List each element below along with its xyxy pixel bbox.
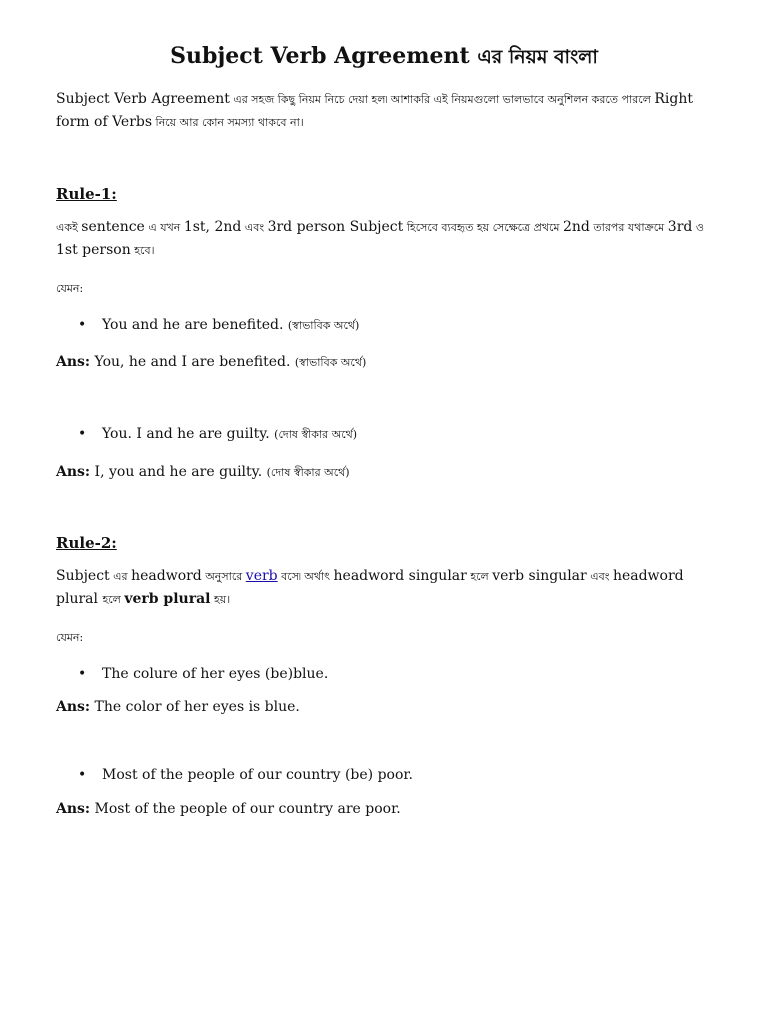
r1-text: হবে। [130,244,155,257]
r1-text: হিসেবে ব্যবহৃত হয় সেক্ষেত্রে প্রথমে [403,221,563,234]
answer-text: Most of the people of our country are poor. [94,801,401,817]
r2-text: হলে [466,570,493,583]
r1-text: এ যখন [144,221,184,234]
answer-text: The color of her eyes is blue. [94,699,300,715]
rule-1-answer-1 [56,351,366,374]
r1-text: এবং [241,221,268,234]
answer-text: You, he and I are benefited. [94,354,291,370]
bullet-icon: • [78,426,87,442]
example-question: The colure of her eyes (be)blue. [102,666,329,682]
title-english: Subject Verb Agreement [170,43,470,69]
r1-text: 3rd person Subject [267,219,404,235]
example-question: Most of the people of our country (be) poor. [102,767,413,783]
r2-text: verb singular [492,568,587,584]
answer-note: (স্বাভাবিক অর্থে) [294,356,367,369]
rule-2-example-2 [78,764,413,786]
r2-text: হলে [102,593,125,606]
ans-label: Ans: [56,801,91,817]
r1-text: তারপর যথাক্রমে [589,221,668,234]
page-title [0,40,768,73]
example-question: You and he are benefited. [102,317,284,333]
intro-text-4: নিয়ে আর কোন সমস্যা থাকবে না। [152,116,304,129]
rule-2-answer-1 [56,696,300,718]
r1-text: ও [692,221,704,234]
rule-2-example-label: যেমন: [56,631,84,644]
rule-1-example-2 [78,423,357,446]
rule-1-heading: Rule-1: [56,185,117,203]
answer-text: I, you and he are guilty. [94,464,263,480]
r2-text: headword plural [56,568,684,607]
example-note: (দোষ স্বীকার অর্থে) [274,428,358,441]
r1-text: 1st, 2nd [183,219,242,235]
rule-2-example-1 [78,663,328,685]
ans-label: Ans: [56,464,91,480]
r2-bold-text: verb plural [124,591,211,607]
r2-text: এর [109,570,132,583]
rule-1-description [56,216,716,262]
r2-text: হয়। [210,593,231,606]
ans-label: Ans: [56,354,91,370]
rule-2-heading: Rule-2: [56,534,117,552]
rule-1-example-label: যেমন: [56,282,84,295]
intro-text-3: Right form of Verbs [56,91,694,130]
r1-text: 3rd [667,219,693,235]
rule-1-answer-2 [56,461,350,484]
r2-text: অনুসারে [201,570,246,583]
example-note: (স্বাভাবিক অর্থে) [287,319,360,332]
r1-text: sentence [81,219,145,235]
rule-2-description [56,565,726,611]
intro-text-1: Subject Verb Agreement [56,91,230,107]
answer-note: (দোষ স্বীকার অর্থে) [266,466,350,479]
r2-text: headword [131,568,202,584]
r2-text: Subject [56,568,110,584]
r1-text: 2nd [563,219,590,235]
r2-text: headword singular [333,568,467,584]
r1-text: একই [56,221,82,234]
verb-link[interactable]: verb [245,568,278,584]
r2-text: এবং [586,570,613,583]
rule-2-answer-2 [56,798,401,820]
bullet-icon: • [78,317,87,333]
r2-text: বসে৷ অর্থাৎ [277,570,334,583]
example-question: You. I and he are guilty. [102,426,270,442]
ans-label: Ans: [56,699,91,715]
title-bengali: এর নিয়ম বাংলা [477,46,598,68]
r1-text: 1st person [56,242,131,258]
intro-paragraph [56,88,716,134]
bullet-icon: • [78,767,87,783]
rule-1-example-1 [78,314,359,337]
bullet-icon: • [78,666,87,682]
intro-text-2: এর সহজ কিছু নিয়ম নিচে দেয়া হল৷ আশাকরি এই নিয়মগুলো ভালভাবে অনুশিলন করতে পারলে [229,93,655,106]
